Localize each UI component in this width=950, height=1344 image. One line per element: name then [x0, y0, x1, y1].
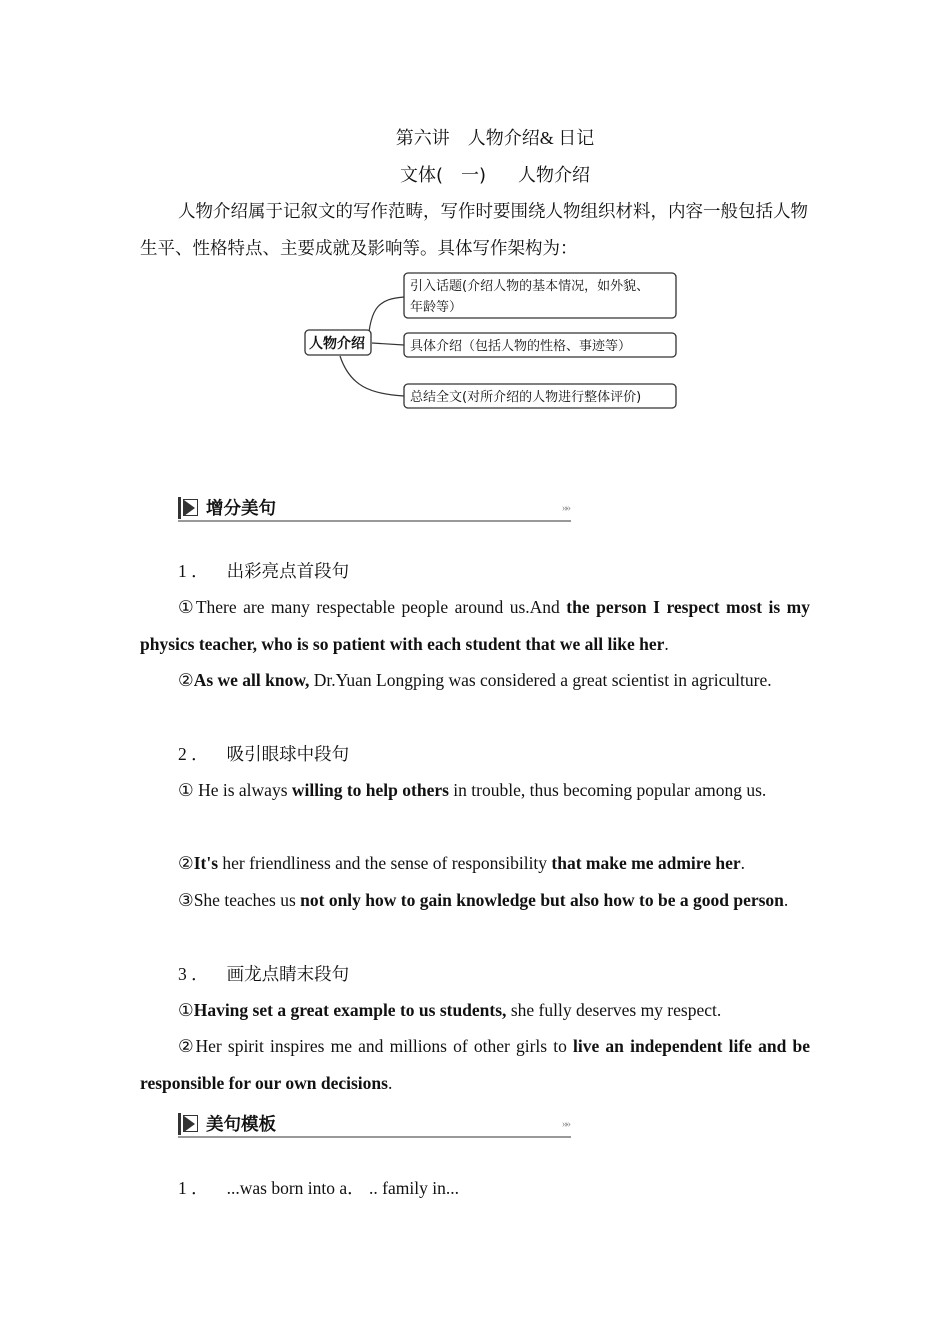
sentence-highlight: As we all know,: [193, 670, 310, 690]
branch-1-line-1: 引入话题(介绍人物的基本情况，如外貌、: [410, 279, 650, 294]
banner-bar: [178, 1113, 181, 1135]
sentence-text: He is always: [193, 780, 292, 800]
item-mark: ①: [178, 1000, 194, 1020]
sentence-text: Dr.Yuan Longping was considered a great scientist in agriculture.: [309, 670, 772, 690]
sentence-text: .: [664, 634, 669, 654]
group-number: 2 ．: [178, 744, 209, 764]
template-number: 1 ．: [178, 1178, 209, 1198]
sentence-text: Her spirit inspires me and millions of other girls to: [195, 1036, 574, 1056]
item-mark: ③: [178, 890, 194, 910]
play-triangle-icon: [184, 500, 195, 516]
sentence-1-2: [140, 662, 810, 699]
genre-name: 人物介绍: [518, 165, 591, 186]
group-title: 出彩亮点首段句: [226, 562, 350, 582]
section-banner-2: [178, 1113, 571, 1139]
group-heading-2: [178, 741, 349, 766]
item-mark: ②: [178, 670, 194, 690]
sentence-text: .: [740, 853, 746, 873]
chevron-right-icon: »»: [562, 502, 569, 514]
banner-label: 美句模板: [206, 1115, 276, 1135]
sentence-text: She teaches us: [193, 890, 301, 910]
group-title: 画龙点睛末段句: [226, 965, 350, 985]
sentence-text: There are many respectable people around us.And: [195, 597, 567, 617]
sentence-2-3: [140, 882, 810, 919]
structure-diagram: [300, 266, 680, 416]
sentence-text: her friendliness and the sense of responsibility: [218, 853, 552, 873]
chevron-right-icon: »»: [562, 1118, 569, 1130]
sentence-highlight: the person I respect most is my physics teacher, who is so patient with each student that we all like her: [140, 597, 810, 654]
sentence-2-2: [140, 845, 810, 882]
root-label: 人物介绍: [309, 336, 365, 352]
banner-bar: [178, 497, 181, 519]
sentence-highlight: Having set a great example to us students,: [193, 1000, 507, 1020]
sentence-highlight: It's: [193, 853, 219, 873]
genre-label: 文体( 一): [399, 165, 487, 186]
group-title: 吸引眼球中段句: [226, 745, 350, 765]
banner-underline: [178, 1136, 571, 1138]
group-heading-3: [178, 961, 349, 986]
item-mark: ①: [178, 780, 194, 800]
sentence-text: in trouble, thus becoming popular among us.: [448, 780, 767, 800]
sentence-2-1: [140, 772, 810, 809]
sentence-3-1: [140, 992, 810, 1029]
group-number: 1 ．: [178, 561, 209, 581]
banner-label: 增分美句: [206, 499, 276, 519]
template-item-1: [178, 1175, 459, 1200]
play-triangle-icon: [184, 1116, 195, 1132]
branch-1-line-2: 年龄等）: [410, 300, 463, 315]
sentence-1-1: [140, 589, 810, 663]
item-mark: ①: [178, 597, 196, 617]
structure-diagram-svg: [300, 266, 680, 416]
item-mark: ②: [178, 853, 194, 873]
connector-top: [368, 297, 404, 343]
sentence-highlight: that make me admire her: [551, 853, 741, 873]
sentence-text: she fully deserves my respect.: [506, 1000, 722, 1020]
lecture-title: 第六讲 人物介绍& 日记: [395, 128, 595, 148]
item-mark: ②: [178, 1036, 196, 1056]
sentence-3-2: [140, 1028, 810, 1102]
connector-middle: [372, 343, 404, 345]
sentence-highlight: willing to help others: [291, 780, 449, 800]
group-number: 3 ．: [178, 964, 209, 984]
banner-underline: [178, 520, 571, 522]
branch-3-label: 总结全文(对所介绍的人物进行整体评价): [410, 390, 642, 405]
sentence-highlight: not only how to gain knowledge but also how to be a good person: [300, 890, 784, 910]
template-text: ...was born into a． .. family in...: [226, 1178, 459, 1198]
intro-paragraph: 人物介绍属于记叙文的写作范畴，写作时要围绕人物组织材料，内容一般包括人物生平、性格特点、主要成就及影响等。具体写作架构为：: [140, 201, 808, 258]
group-heading-1: [178, 558, 349, 583]
genre-heading: [0, 161, 950, 187]
sentence-text: .: [387, 1073, 393, 1093]
sentence-highlight: live an independent life and be responsible for our own decisions: [140, 1036, 810, 1093]
branch-2-label: 具体介绍（包括人物的性格、事迹等）: [410, 339, 632, 354]
section-banner-1: [178, 497, 571, 523]
sentence-text: .: [783, 890, 789, 910]
connector-bottom: [340, 356, 404, 396]
